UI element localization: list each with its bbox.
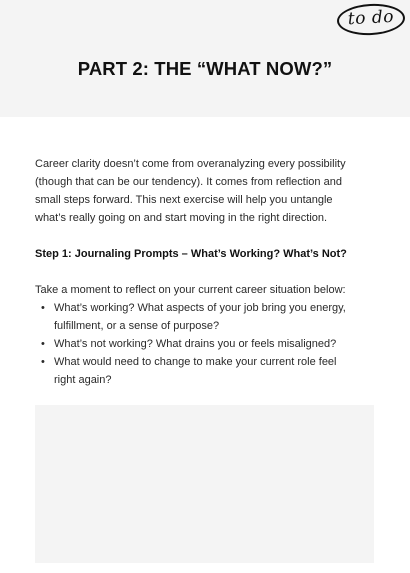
page-title: PART 2: THE “WHAT NOW?”	[77, 58, 333, 79]
prompt-line: fulfillment, or a sense of purpose?	[54, 320, 220, 332]
intro-line: Career clarity doesn’t come from overanalyzing every possibility	[35, 158, 346, 170]
prompt-item-change	[41, 353, 375, 389]
content-body	[35, 155, 375, 389]
intro-paragraph	[35, 155, 375, 227]
bullet-icon: •	[41, 356, 45, 368]
prompt-line: right again?	[54, 374, 112, 386]
prompt-item-not-working	[41, 335, 375, 353]
bullet-icon: •	[41, 302, 45, 314]
prompt-list	[35, 299, 375, 389]
intro-line: what’s really going on and start moving in the right direction.	[35, 212, 328, 224]
todo-badge-label: to do	[347, 6, 395, 30]
intro-line: (though that can be our tendency). It comes from reflection and	[35, 176, 342, 188]
intro-line: small steps forward. This next exercise will help you untangle	[35, 194, 333, 206]
bullet-icon: •	[41, 338, 45, 350]
step-1-lead: Take a moment to reflect on your current career situation below:	[35, 284, 346, 296]
prompt-line: What’s not working? What drains you or feels misaligned?	[54, 338, 337, 350]
prompt-line: What would need to change to make your current role feel	[54, 356, 337, 368]
step-1-heading: Step 1: Journaling Prompts – What’s Working? What’s Not?	[35, 248, 347, 260]
journal-answer-box[interactable]	[35, 405, 374, 563]
prompt-line: What’s working? What aspects of your job bring you energy,	[54, 302, 346, 314]
prompt-item-working	[41, 299, 375, 335]
